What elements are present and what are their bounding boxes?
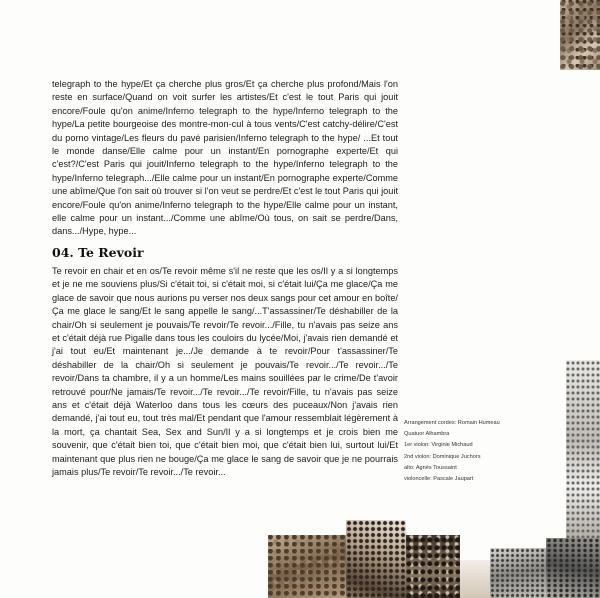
credits	[404, 418, 516, 485]
credit-line: Quatuor Alhambra	[404, 431, 450, 438]
texture-bottom-4	[460, 560, 490, 598]
track-lyrics-column	[52, 265, 398, 480]
credit-line: violoncelle: Pascale Jaupart	[404, 476, 474, 483]
texture-bottom-2	[346, 520, 406, 598]
texture-right-edge	[566, 360, 600, 540]
credit-line: 1er violon: Virginie Michaud	[404, 442, 473, 449]
lyrics-column	[52, 78, 398, 239]
credit-line: alto: Agnès Toussaint	[404, 464, 457, 471]
track-title: 04. Te Revoir	[52, 245, 144, 260]
credit-line: Arrangement cordes: Romain Humeau	[404, 420, 500, 426]
credit-line: 2nd violon: Dominique Juchors	[404, 453, 481, 460]
previous-track-lyrics: telegraph to the hype/Et ça cherche plus gros/Et ça cherche plus profond/Mais l'on reste en surface/Quand on voit surfer les artistes/Et c'est le tout Paris qui jouit encore/Foule qu'on anime/Inferno telegraph to the hype/Inferno telegraph to the hype/La petite bourgeoise des montre-mon-cul à tous vents/C'est catchy-délire/C'est du porno vintage/Les fleurs du pavé parisien/Inferno telegraph to the hype/ ...Et tout le monde danse/Elle calme pour un instant/En pornographe experte/Et qui c'est?/C'est Paris qui jouit/Inferno telegraph to the hype/Inferno telegraph to the hype/Inferno telegraph.../Elle calme pour un instant/En pornographe experte/Comme une abîme/Que l'on sait où trouver si l'on veut se perdre/Et c'est le tout Paris qui jouit encore/Foule qu'on anime/Inferno telegraph to the hype/Elle calme pour un instant, elle calme pour un instant.../Comme une abîme/Où tous, on sait se perdre/Dans, dans.../Hype, hype...	[52, 79, 398, 237]
texture-bottom-1	[268, 535, 346, 598]
texture-bottom-5	[490, 548, 546, 598]
texture-bottom-3	[406, 535, 460, 598]
texture-bottom-6	[546, 538, 600, 598]
texture-top-right	[560, 0, 600, 70]
track-lyrics: Te revoir en chair et en os/Te revoir même s'il ne reste que les os/Il y a si longtemps et je ne me souviens plus/Si c'était toi, si c'était moi, si c'était lui/Ça me glace/Ça me glace de savoir que nous aurions pu verser nos deux sangs pour cet amour en boîte/Ça me glace le sang/Et le sang appelle le sang/...T'assassiner/Te déshabiller de la chair/Oh si seulement je pouvais/Te revoir/Te revoir.../Fille, tu n'avais pas seize ans et c'était déjà rue Pigalle dans tous les couloirs du lycée/Moi, j'avais rien demandé et j'ai tout eu/Et maintenant je.../Je demande à te revoir/Pour t'assassiner/Te déshabiller de la chair/Oh si seulement je pouvais/Te revoir.../Te revoir.../Te revoir/Dans ta chambre, il y a un homme/Les mains souillées par le crime/De t'avoir retrouvé pour/Ne jamais/Te revoir.../Te revoir.../Te revoir/Fille, tu n'avais pas seize ans et c'était déjà Waterloo dans tous les cœurs des puceaux/Non j'avais rien demandé, j'ai tout eu, tout très mal/Et pendant que l'amour ressemblait légèrement à la mort, ça chantait Sea, Sex and Sun/Il y a si longtemps et je crois bien me souvenir, que c'était bien toi, que c'était bien moi, que c'était bien lui, surtout lui/Et maintenant que plus rien ne bouge/Ça me glace le sang de savoir que je ne pourrais jamais plus/Te revoir/Te revoir.../Te revoir...	[52, 266, 398, 478]
